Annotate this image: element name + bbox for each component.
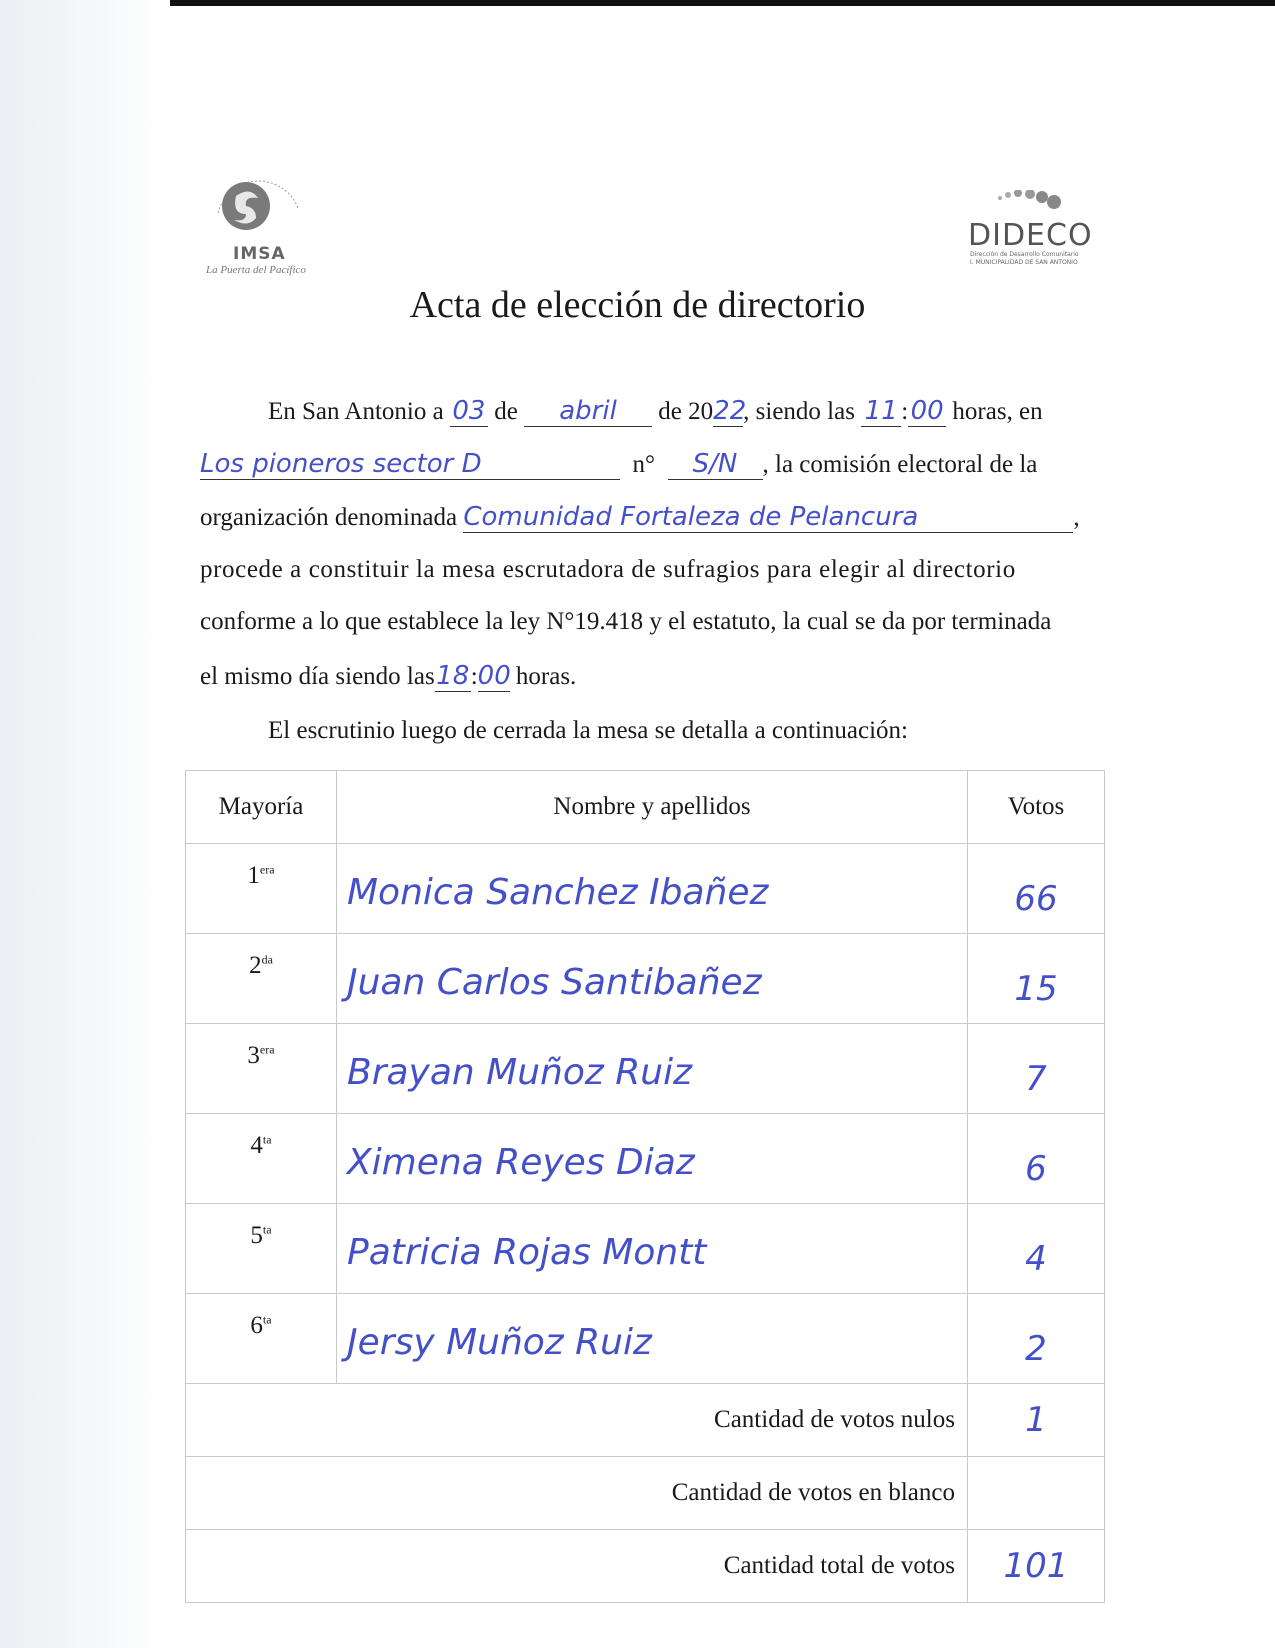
votes-value: 4	[1025, 1238, 1047, 1279]
day-value: 03	[452, 396, 486, 426]
paragraph-line-1: En San Antonio a 03 de abril de 2022, siendo las 11 :00 horas, en	[268, 396, 1043, 426]
blank-votes-cell[interactable]	[968, 1457, 1105, 1530]
start-hour-value: 11	[864, 396, 898, 426]
dideco-logo-text: DIDECO	[968, 218, 1093, 253]
total-votes-value: 101	[1003, 1546, 1069, 1586]
candidate-name: Monica Sanchez Ibañez	[347, 872, 769, 913]
number-value: S/N	[692, 449, 738, 479]
candidate-name: Patricia Rojas Montt	[347, 1232, 707, 1273]
blank-votes-label: Cantidad de votos en blanco	[186, 1457, 968, 1530]
total-votes-cell[interactable]	[968, 1530, 1105, 1603]
candidate-name: Brayan Muñoz Ruiz	[347, 1052, 692, 1093]
paragraph-line-6: el mismo día siendo las18:00 horas.	[200, 661, 577, 691]
candidate-name: Jersy Muñoz Ruiz	[347, 1322, 652, 1363]
table-row	[186, 934, 1105, 1024]
text-comision-electoral: , la comisión electoral de la	[762, 451, 1038, 478]
year-field[interactable]	[713, 396, 747, 427]
text-numero: n°	[632, 451, 655, 478]
end-minute-field[interactable]	[478, 661, 510, 692]
candidate-name-cell[interactable]	[337, 1024, 968, 1114]
results-table	[185, 770, 1105, 1603]
organization-value: Comunidad Fortaleza de Pelancura	[463, 502, 919, 532]
candidate-name: Ximena Reyes Diaz	[347, 1142, 695, 1183]
table-row	[186, 1204, 1105, 1294]
day-field[interactable]	[450, 396, 488, 427]
paragraph-line-5: conforme a lo que establece la ley N°19.418 y el estatuto, la cual se da por terminada	[200, 608, 1052, 635]
start-minute-value: 00	[910, 396, 944, 426]
month-field[interactable]	[524, 396, 652, 427]
null-votes-cell[interactable]	[968, 1384, 1105, 1457]
rank-cell: $1^{era}$	[186, 844, 337, 934]
scan-top-edge	[0, 0, 1275, 6]
imsa-tagline: La Puerta del Pacífico	[206, 264, 306, 276]
table-row	[186, 1294, 1105, 1384]
end-hour-value: 18	[436, 661, 470, 691]
votes-value: 6	[1025, 1148, 1047, 1189]
text-de-20: de 20	[658, 398, 714, 425]
scan-left-shadow	[0, 0, 170, 1648]
table-row	[186, 844, 1105, 934]
paragraph-line-3: organización denominada Comunidad Fortaleza de Pelancura ,	[200, 502, 1080, 532]
start-minute-field[interactable]	[908, 396, 946, 427]
table-header-row	[186, 771, 1105, 844]
month-value: abril	[559, 396, 617, 426]
dideco-subtitle: Dirección de Desarrollo Comunitario	[970, 251, 1079, 258]
text-horas-en: horas, en	[952, 398, 1043, 425]
votes-cell[interactable]	[968, 1294, 1105, 1384]
header-votes: Votos	[968, 771, 1105, 844]
text-siendo-las: , siendo las	[743, 398, 855, 425]
text-organizacion-denominada: organización denominada	[200, 504, 458, 531]
rank-cell: $4^{ta}$	[186, 1114, 337, 1204]
table-row	[186, 1024, 1105, 1114]
text-mismo-dia: el mismo día siendo las	[200, 663, 435, 690]
imsa-logo-text: IMSA	[233, 244, 286, 264]
votes-value: 2	[1025, 1328, 1047, 1369]
votes-value: 7	[1025, 1058, 1047, 1099]
total-votes-label: Cantidad total de votos	[186, 1530, 968, 1603]
votes-cell[interactable]	[968, 844, 1105, 934]
rank-cell: $6^{ta}$	[186, 1294, 337, 1384]
votes-value: 15	[1014, 968, 1058, 1009]
table-row	[186, 1114, 1105, 1204]
total-votes-row	[186, 1530, 1105, 1603]
votes-cell[interactable]	[968, 1024, 1105, 1114]
organization-field[interactable]	[463, 502, 1073, 533]
votes-cell[interactable]	[968, 934, 1105, 1024]
paragraph-line-4: procede a constituir la mesa escrutadora de sufragios para elegir al directorio	[200, 556, 1016, 583]
text-en-san-antonio: En San Antonio a	[268, 398, 444, 425]
candidate-name-cell[interactable]	[337, 1294, 968, 1384]
text-horas: horas.	[515, 663, 577, 690]
blank-votes-row	[186, 1457, 1105, 1530]
dideco-subtitle-municipality: I. MUNICIPALIDAD DE SAN ANTONIO	[970, 259, 1078, 266]
number-field[interactable]	[668, 449, 763, 480]
candidate-name-cell[interactable]	[337, 1114, 968, 1204]
year-value: 22	[713, 396, 747, 426]
end-hour-field[interactable]	[435, 661, 471, 692]
place-field[interactable]	[200, 449, 620, 480]
text-de: de	[494, 398, 518, 425]
results-intro: El escrutinio luego de cerrada la mesa se detalla a continuación:	[268, 717, 909, 744]
null-votes-value: 1	[1025, 1400, 1047, 1440]
votes-cell[interactable]	[968, 1204, 1105, 1294]
candidate-name-cell[interactable]	[337, 1204, 968, 1294]
votes-cell[interactable]	[968, 1114, 1105, 1204]
place-value: Los pioneros sector D	[200, 449, 482, 479]
start-hour-field[interactable]	[861, 396, 901, 427]
end-minute-value: 00	[477, 661, 511, 691]
rank-cell: $3^{era}$	[186, 1024, 337, 1114]
document-title: Acta de elección de directorio	[409, 284, 866, 326]
votes-value: 66	[1014, 878, 1058, 919]
paragraph-line-2	[200, 449, 1090, 480]
null-votes-row	[186, 1384, 1105, 1457]
candidate-name-cell[interactable]	[337, 844, 968, 934]
header-name: Nombre y apellidos	[337, 771, 968, 844]
rank-cell: $5^{ta}$	[186, 1204, 337, 1294]
candidate-name-cell[interactable]	[337, 934, 968, 1024]
null-votes-label: Cantidad de votos nulos	[186, 1384, 968, 1457]
candidate-name: Juan Carlos Santibañez	[347, 962, 762, 1003]
rank-cell: $2^{da}$	[186, 934, 337, 1024]
header-rank: Mayoría	[186, 771, 337, 844]
